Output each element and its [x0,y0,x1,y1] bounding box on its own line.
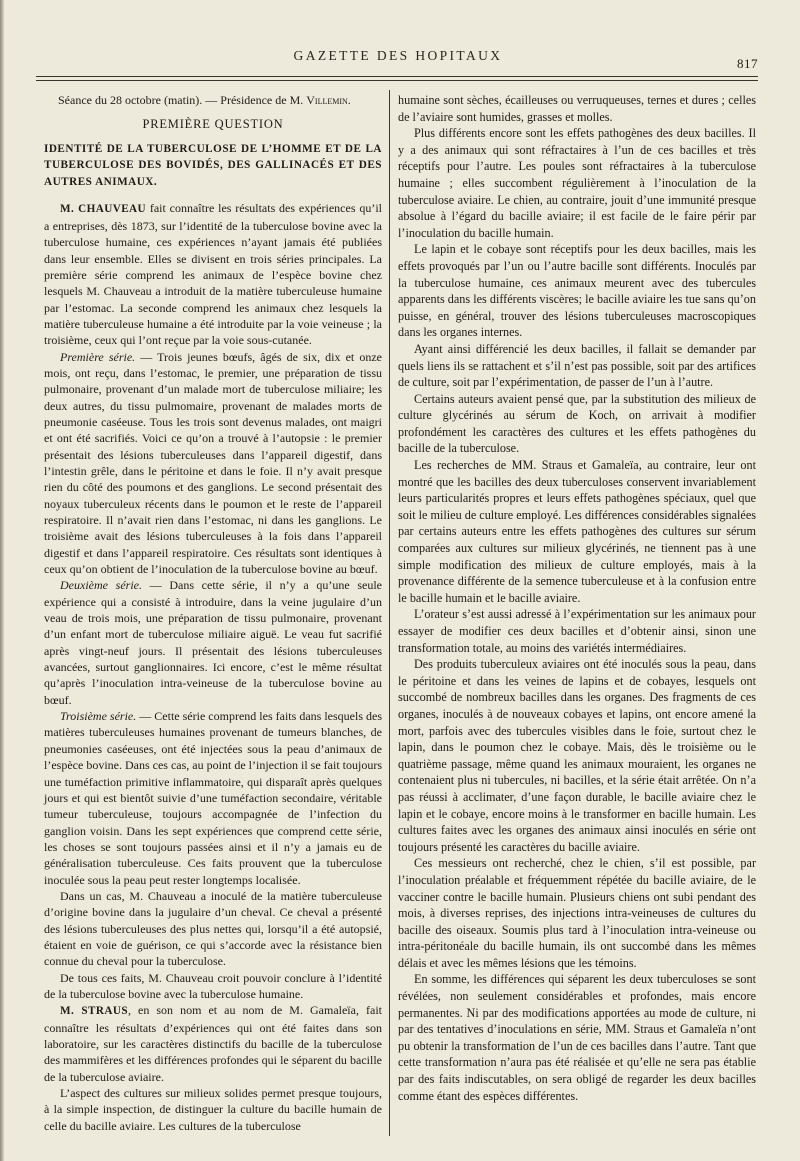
paragraph-chien: Ces messieurs ont recherché, chez le chien, s’il est possible, par l’inoculation préalable et fréquemment répétée du bacille aviaire, de le vacciner contre le bacille humain. Plusieurs chiens ont subi pendant des mois, à diverses reprises, des injections intra-veineuses de cultures du bacille des oiseaux. Soumis plus tard à l’inoculation intra-veineuse ou intra-péritonéale du bacille humain, ils ont succombé dans les mêmes délais et avec les mêmes lésions que les témoins. [398,856,756,970]
series-label: Première série. [60,349,136,364]
speaker-name: M. STRAUS [60,1005,128,1018]
paragraph-en-somme: En somme, les différences qui séparent les deux tuberculoses se sont révélées, non seulement considérables et profondes, mais encore permanentes. Ni par des modifications apportées au mode de culture, ni par des tentatives d’inoculations en série, MM. Straus et Gamaleïa n’ont pu obtenir la transformation de l’un de ces bacilles dans l’autre. Tant que cette transformation n’aura pas été réalisée et qu’elle ne sera pas établie par des faits indiscutables, on sera obligé de regarder les deux bacilles comme étant des espèces différentes. [398,972,756,1103]
president-name: Villemin. [306,93,351,107]
paragraph-liens: Ayant ainsi différencié les deux bacilles, il fallait se demander par quels liens ils se rattachent et s’il n’est pas possible, soit par des artifices de culture, soit par l’expérimentation, de passer de l’un à l’autre. [398,341,756,390]
paragraph-cheval: Dans un cas, M. Chauveau a inoculé de la matière tuberculeuse d’origine bovine dans la jugulaire d’un cheval. Ce cheval a présenté des lésions tuberculeuses des plus nettes qui, lorsqu’il a été autopsié, étaient en voie de guérison, ce qui s’accorde avec la résistance bien connue du cheval pour la tuberculose. [44,888,382,969]
question-title: PREMIÈRE QUESTION [142,117,284,132]
paragraph-straus [44,1002,382,1085]
paragraph-text: , en son nom et au nom de M. Gamaleïa, fait connaître les résultats d’expériences qui ont été faites dans son laboratoire, sur les caractères distinctifs du bacille de la tuberculose des mammifères et les différences profondes qui le séparent du bacille de la tuberculose aviaire. [44,1003,383,1084]
paragraph-effets-pathogenes: Plus différents encore sont les effets pathogènes des deux bacilles. Il y a des animaux qui sont réfractaires à l’un de ces bacilles et très réceptifs pour l’autre. Les poules sont réfractaires à la tuberculose humaine ; elles succombent régulièrement à l’inoculation de la tuberculose aviaire. Le chien, au contraire, jouit d’une immunité presque absolue à l’égard du bacille aviaire; il est facile de le faire périr par l’inoculation du bacille humain. [398,126,756,240]
paragraph-text: — Trois jeunes bœufs, âgés de six, dix et onze mois, ont reçu, dans l’estomac, le premier, une préparation de tissu pulmonaire, provenant d’un malade mort de tuberculose miliaire; les deux autres, du tissu pulmomaire, provenant de malades morts de pneumonie caséeuse. Tous les trois sont devenus malades, ont maigri et ont été sacrifiés. Voici ce qu’on a trouvé à l’autopsie : le premier présentait des lésions tuberculeuses dans l’appareil digestif, dans l’intestin grêle, dans le péritoine et dans le foie. Il n’y avait presque rien du côté des poumons et des ganglions. Le second présentait des noyaux tuberculeux récents dans le poumon et le reste de l’appareil respiratoire. Il n’avait rien dans l’estomac, ni dans les ganglions. Le troisième avait des lésions tuberculeuses à la fois dans l’appareil digestif et dans l’appareil respiratoire. Ces résultats sont identiques à ceux qu’on obtient de l’inoculation de la tuberculose bovine au bœuf. [44,349,382,577]
paragraph-recherches: Les recherches de MM. Straus et Gamaleïa, au contraire, leur ont montré que les bacilles des deux tuberculoses conservent invariablement leurs particularités propres et leurs effets pathogènes spéciaux, quel que soit le milieu de culture employé. Les différences considérables signalées par certains auteurs entre les effets pathogènes des cultures sur sérum comparées aux cultures sur milieux glycérinés, ne tiennent pas à une simple modification des milieux de culture employés, mais à la provenance différente de la semence tuberculeuse et à la confusion entre le bacille humain et le bacille aviaire. [398,458,756,605]
paragraph-continued: humaine sont sèches, écailleuses ou verruqueuses, ternes et dures ; celles de l’aviaire sont humides, grasses et molles. [398,93,756,124]
paragraph-conclusion-chauveau: De tous ces faits, M. Chauveau croit pouvoir conclure à l’identité de la tuberculose bovine avec la tuberculose humaine. [44,970,382,1001]
session-text: Séance du 28 octobre (matin). — Présidence de M. [58,93,307,107]
paragraph-text: — Dans cette série, il n’y a qu’une seule expérience qui a consisté à introduire, dans la veine jugulaire d’un veau de trois mois, une préparation de tissu pulmonaire, provenant d’un enfant mort de tuberculose miliaire aiguë. Le veau fut sacrifié après vingt-neuf jours. Il présentait des lésions tuberculeuses avancées, surtout ganglionnaires. Ici encore, c’est le même résultat qu’après l’inoculation intra-veineuse de la tuberculose bovine au bœuf. [44,578,383,707]
right-column [398,92,756,1104]
page-header [36,44,760,78]
paragraph-lapin-cobaye: Le lapin et le cobaye sont réceptifs pour les deux bacilles, mais les effets provoqués par l’un ou l’autre bacille sont différents. Inoculés par la tuberculose humaine, ces animaux meurent avec des tubercules apparents dans les différents viscères; le bacille aviaire les tue sans qu’on puisse, en général, trouver des lésions tuberculeuses macroscopiques dans les organes internes. [398,242,756,340]
series-label: Troisième série. [60,709,137,724]
paragraph-produits-aviaires: Des produits tuberculeux aviaires ont été inoculés sous la peau, dans le péritoine et dans les veines de lapins et de cobayes, lesquels ont succombé de nombreux bacilles dans les organes. Des fragments de ces organes, inoculés à de nouveaux cobayes et lapins, ont encore amené la mort, parfois avec des tubercules visibles dans le foie, surtout chez le lapin, dans le poumon chez le cobaye. Mais, dès le troisième ou le quatrième passage, même quand les animaux mouraient, les organes ne contenaient plus ni tubercules, ni bacilles, et la série était arrêtée. On n’a pas réussi à acclimater, d’une façon durable, le bacille aviaire chez le lapin et le cobaye, encore moins à le transformer en bacille humain. Les cultures faites avec les organes des animaux ainsi inoculés en série ont toujours présenté les caractères du bacille aviaire. [398,657,756,854]
series-label: Deuxième série. [60,578,142,593]
paragraph-experimentation: L’orateur s’est aussi adressé à l’expérimentation sur les animaux pour essayer de modifier ces deux bacilles et d’obtenir ainsi, sinon une transformation totale, au moins des variétés intermédiaires. [398,607,756,655]
left-column [44,92,382,1134]
header-rule-thin [36,80,758,81]
journal-title: GAZETTE DES HOPITAUX [293,48,503,63]
column-divider [389,90,390,1136]
paragraph-text: — Cette série comprend les faits dans lesquels des matières tuberculeuses humaines provenant de tumeurs blanches, de pneumonies caséeuses, ont été injectées sous la peau d’animaux de l’espèce bovine. Dans ces cas, au point de l’injection il se fait toujours une tuméfaction primitive inflammatoire, qui disparaît après quelques jours et qui est bientôt suivie d’une tuméfaction secondaire, véritable tumeur tuberculeuse, toujours accompagnée de l’infection du ganglion voisin. Dans les sept expériences que comprend cette série, les choses se sont toujours passées ainsi et il n’y a jamais eu de généralisation tuberculeuse. Ces faits prouvent que la tuberculose inoculée sous la peau peut rester longtemps localisée. [44,709,383,887]
page-edge [0,0,4,1161]
paragraph-cultures: L’aspect des cultures sur milieux solides permet presque toujours, à la simple inspection, de distinguer la culture du bacille humain de celle du bacille aviaire. Les cultures de la tuberculose [44,1086,382,1133]
paragraph-troisieme-serie [44,708,382,888]
question-subject: IDENTITÉ DE LA TUBERCULOSE DE L’HOMME ET DE LA TUBERCULOSE DES BOVIDÉS, DES GALLINACÉS ET DES AUTRES ANIMAUX. [44,142,382,188]
paragraph-chauveau [44,200,382,348]
paragraph-premiere-serie [44,349,382,578]
paragraph-certains-auteurs: Certains auteurs avaient pensé que, par la substitution des milieux de culture glycérinés au sérum de Koch, on arrivait à modifier profondément les caractères des cultures et les effets pathogènes du bacille de la tuberculose. [398,391,756,456]
speaker-name: M. CHAUVEAU [60,203,147,216]
paragraph-text: fait connaître les résultats des expériences qu’il a entreprises, dès 1873, sur l’identité de la tuberculose bovine avec la tuberculose humaine, ces expériences n’ayant jamais été publiées dans leur ensemble. Elles se divisent en trois séries principales. La première série comprend les animaux de l’espèce bovine chez lesquels M. Chauveau a introduit de la matière tuberculeuse humaine par l’estomac. La seconde comprend les animaux chez lesquels la matière tuberculeuse humaine a été introduite par la voie veineuse ; la troisième, ceux qui l’ont reçue par la voie sous-cutanée. [44,201,382,348]
page-number: 817 [737,56,758,71]
session-line [44,92,382,108]
paragraph-deuxieme-serie [44,577,382,708]
header-rule [36,76,758,77]
